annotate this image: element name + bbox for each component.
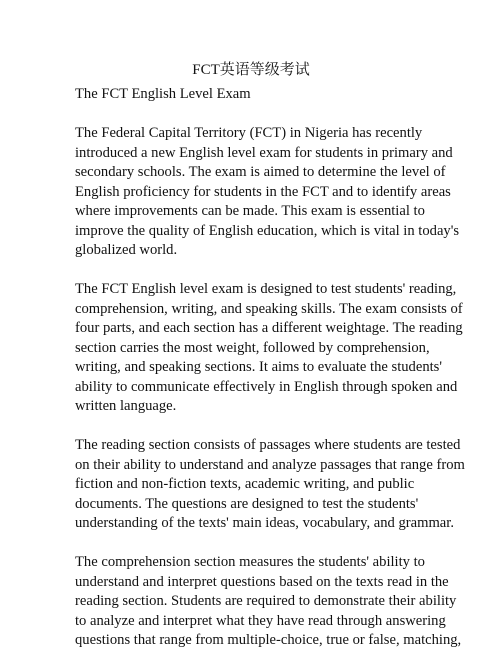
text-line: where improvements can be made. This exam is essential to bbox=[75, 203, 425, 219]
document-body bbox=[75, 85, 465, 670]
text-line: improve the quality of English education, which is vital in today's bbox=[75, 222, 460, 239]
paragraph-2 bbox=[75, 280, 463, 417]
text-line: written language. bbox=[75, 398, 177, 414]
text-line: fiction and non-fiction texts, academic writing, and public bbox=[75, 476, 415, 492]
text-line: reading section. Students are required to demonstrate their ability bbox=[75, 593, 457, 609]
text-line: writing, and speaking sections. It aims to evaluate the students' bbox=[75, 359, 442, 375]
paragraph-1 bbox=[75, 124, 460, 261]
text-line: ability to communicate effectively in English through spoken and bbox=[75, 378, 458, 395]
document-heading bbox=[75, 85, 430, 105]
paragraph-4 bbox=[75, 553, 462, 651]
paragraph-3 bbox=[75, 436, 465, 534]
text-line: section carries the most weight, followed by comprehension, bbox=[75, 339, 430, 356]
text-line: four parts, and each section has a different weightage. The reading bbox=[75, 320, 463, 336]
text-line: globalized world. bbox=[75, 242, 178, 258]
text-line: comprehension, writing, and speaking skills. The exam consists of bbox=[75, 300, 463, 317]
text-line: The Federal Capital Territory (FCT) in Nigeria has recently bbox=[75, 125, 423, 141]
text-line: understand and interpret questions based on the texts read in the bbox=[75, 573, 449, 590]
text-line: on their ability to understand and analyze passages that range from bbox=[75, 456, 465, 473]
text-line: The FCT English level exam is designed to test students' reading, bbox=[75, 281, 457, 297]
text-line: The reading section consists of passages where students are tested bbox=[75, 437, 461, 453]
text-line: documents. The questions are designed to test the students' bbox=[75, 495, 419, 512]
document-title: FCT英语等级考试 bbox=[192, 62, 310, 78]
text-line: understanding of the texts' main ideas, vocabulary, and grammar. bbox=[75, 515, 454, 531]
text-line: English proficiency for students in the FCT and to identify areas bbox=[75, 183, 451, 200]
text-line: introduced a new English level exam for students in primary and bbox=[75, 144, 453, 161]
text-line: secondary schools. The exam is aimed to determine the level of bbox=[75, 164, 446, 180]
text-line: The comprehension section measures the students' ability to bbox=[75, 554, 425, 570]
text-line: to analyze and interpret what they have read through answering bbox=[75, 612, 446, 629]
text-line: questions that range from multiple-choice, true or false, matching, bbox=[75, 632, 462, 648]
heading-text: The FCT English Level Exam bbox=[75, 86, 251, 102]
